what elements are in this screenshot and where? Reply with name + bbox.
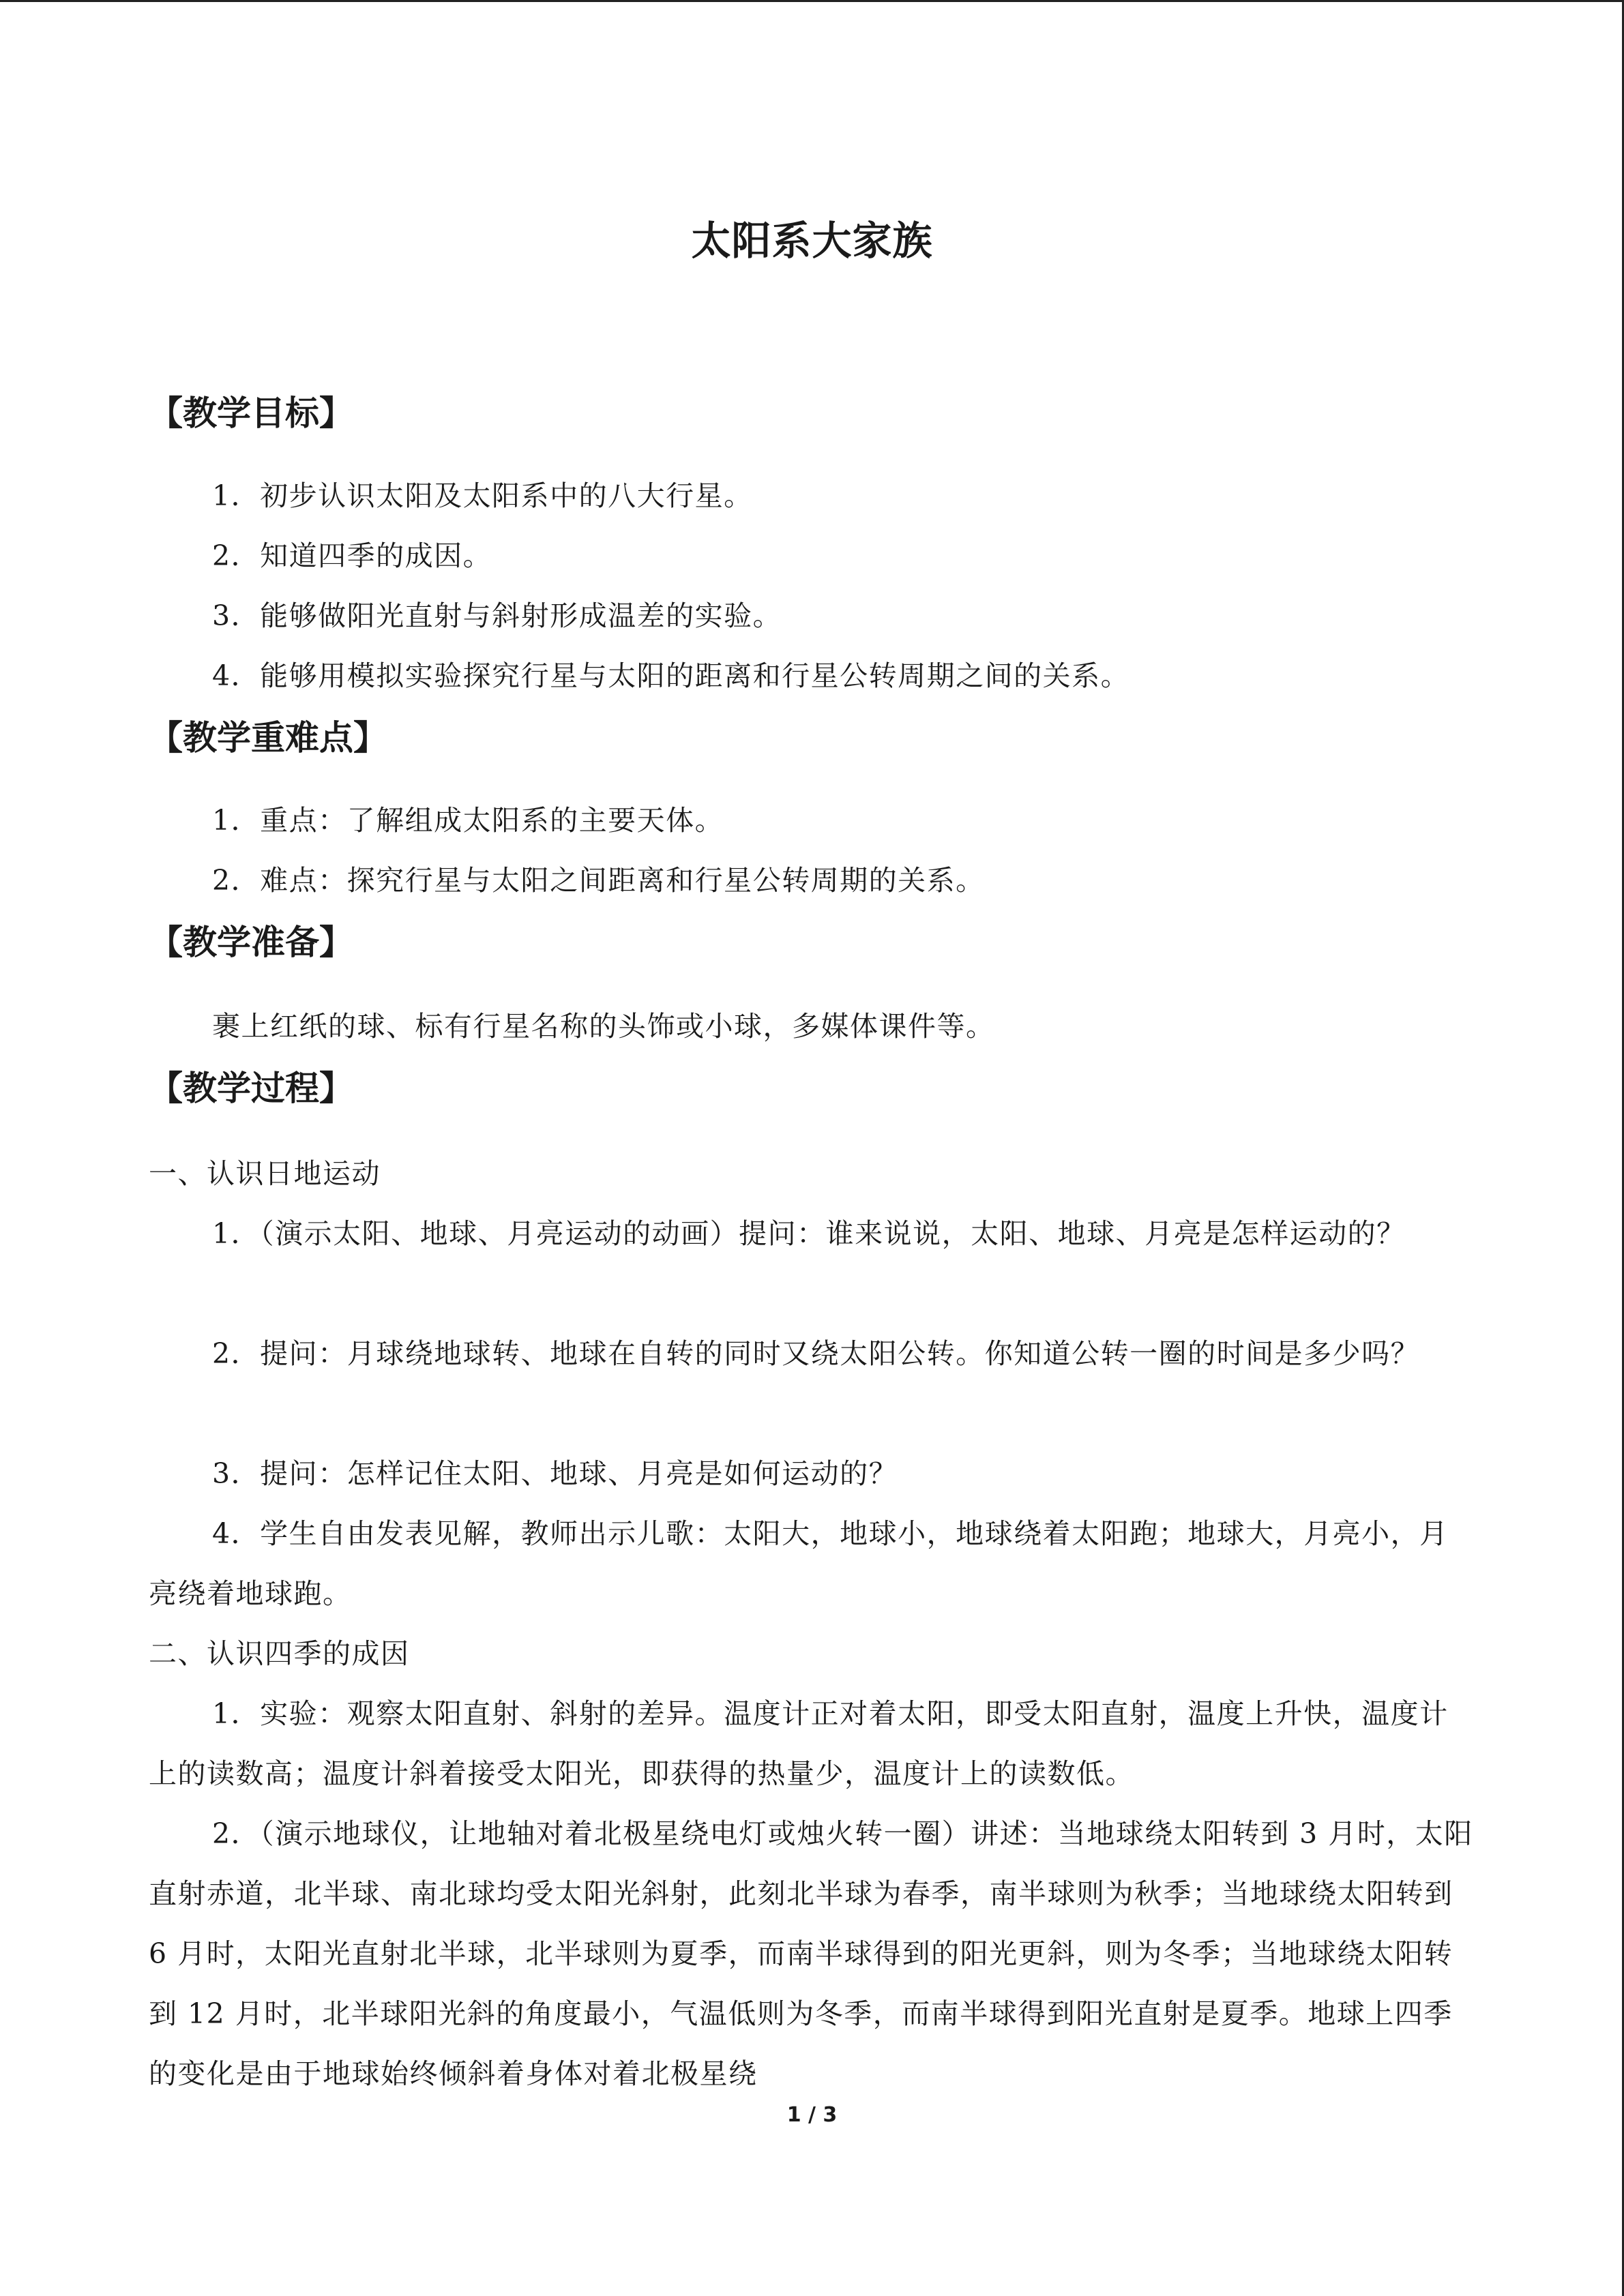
process-item: 2．（演示地球仪，让地轴对着北极星绕电灯或烛火转一圈）讲述：当地球绕太阳转到 3 月时，太阳直射赤道，北半球、南北球均受太阳光斜射，此刻北半球为春季，南半球则为秋季；当地球绕太阳转到 6 月时，太阳光直射北半球，北半球则为夏季，而南半球得到的阳光更斜，则为冬季；当地球绕太阳转到 12 月时，北半球阳光斜的角度最小，气温低则为冬季，而南半球得到阳光直射是夏季。地球上四季的变化是由于地球始终倾斜着身体对着北极星绕: [149, 1817, 1473, 2090]
process-item: 3．提问：怎样记住太阳、地球、月亮是如何运动的？: [212, 1457, 898, 1490]
section-heading-key-points: 【教学重难点】: [149, 718, 387, 758]
process-part-title: 二、认识四季的成因: [149, 1637, 410, 1670]
process-part-title: 一、认识日地运动: [149, 1157, 381, 1190]
process-item: 2．提问：月球绕地球转、地球在自转的同时又绕太阳公转。你知道公转一圈的时间是多少吗？: [212, 1337, 1420, 1370]
page-number: 1 / 3: [786, 2103, 838, 2127]
section-heading-process: 【教学过程】: [149, 1069, 353, 1108]
document-title: 太阳系大家族: [691, 218, 933, 264]
preparation-text: 裹上红纸的球、标有行星名称的头饰或小球，多媒体课件等。: [212, 1010, 995, 1043]
key-point-item: 2．难点：探究行星与太阳之间距离和行星公转周期的关系。: [212, 864, 985, 897]
section-heading-objectives: 【教学目标】: [149, 393, 353, 433]
process-item: 1．（演示太阳、地球、月亮运动的动画）提问：谁来说说，太阳、地球、月亮是怎样运动的？: [212, 1217, 1406, 1250]
section-heading-preparation: 【教学准备】: [149, 923, 353, 962]
objective-item: 1．初步认识太阳及太阳系中的八大行星。: [212, 479, 753, 512]
objective-item: 2．知道四季的成因。: [212, 539, 492, 572]
objective-item: 3．能够做阳光直射与斜射形成温差的实验。: [212, 599, 782, 632]
process-item: 4．学生自由发表见解，教师出示儿歌：太阳大，地球小，地球绕着太阳跑；地球大，月亮小，月亮绕着地球跑。: [149, 1517, 1449, 1610]
key-point-item: 1．重点：了解组成太阳系的主要天体。: [212, 804, 724, 837]
objective-item: 4．能够用模拟实验探究行星与太阳的距离和行星公转周期之间的关系。: [212, 659, 1130, 692]
process-item: 1．实验：观察太阳直射、斜射的差异。温度计正对着太阳，即受太阳直射，温度上升快，温度计上的读数高；温度计斜着接受太阳光，即获得的热量少，温度计上的读数低。: [149, 1697, 1449, 1790]
